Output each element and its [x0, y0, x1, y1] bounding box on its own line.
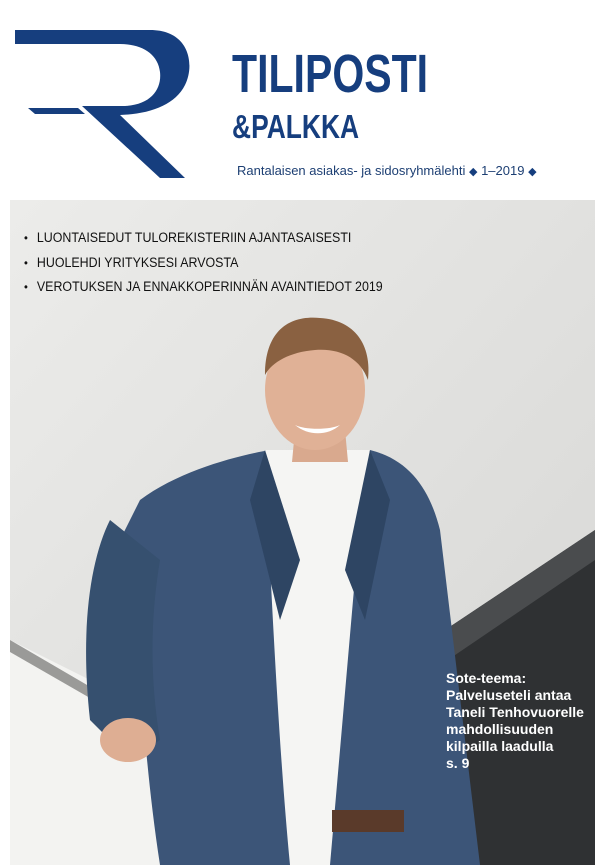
headline-text: LUONTAISEDUT TULOREKISTERIIN AJANTASAISESTI — [36, 230, 352, 245]
magazine-subtitle: &PALKKA — [232, 108, 360, 145]
caption-line: s. 9 — [446, 755, 470, 771]
masthead — [0, 0, 605, 200]
caption-line: Taneli Tenhovuorelle — [446, 704, 584, 720]
issue-number: 1–2019 — [481, 163, 525, 178]
bullet-icon: • — [24, 280, 28, 294]
feature-caption — [446, 670, 595, 772]
caption-line: Sote-teema: — [446, 670, 527, 686]
caption-line: kilpailla laadulla — [446, 738, 554, 754]
diamond-icon: ◆ — [468, 166, 478, 178]
bullet-icon: • — [24, 231, 28, 245]
cover-photo — [10, 200, 595, 865]
r-logo-icon — [10, 10, 190, 180]
diamond-icon: ◆ — [528, 166, 537, 178]
list-item — [24, 226, 383, 251]
caption-line: Palveluseteli antaa — [446, 687, 572, 703]
tagline-text: Rantalaisen asiakas- ja sidosryhmälehti — [237, 163, 466, 178]
tagline — [237, 163, 537, 178]
magazine-title: TILIPOSTI — [232, 44, 429, 104]
headline-list — [24, 226, 414, 300]
list-item — [24, 275, 383, 300]
bullet-icon: • — [24, 255, 28, 270]
list-item — [24, 251, 383, 276]
caption-line: mahdollisuuden — [446, 721, 554, 737]
headline-text: VEROTUKSEN JA ENNAKKOPERINNÄN AVAINTIEDOT 2019 — [36, 279, 383, 294]
headline-text: HUOLEHDI YRITYKSESI ARVOSTA — [36, 254, 239, 270]
